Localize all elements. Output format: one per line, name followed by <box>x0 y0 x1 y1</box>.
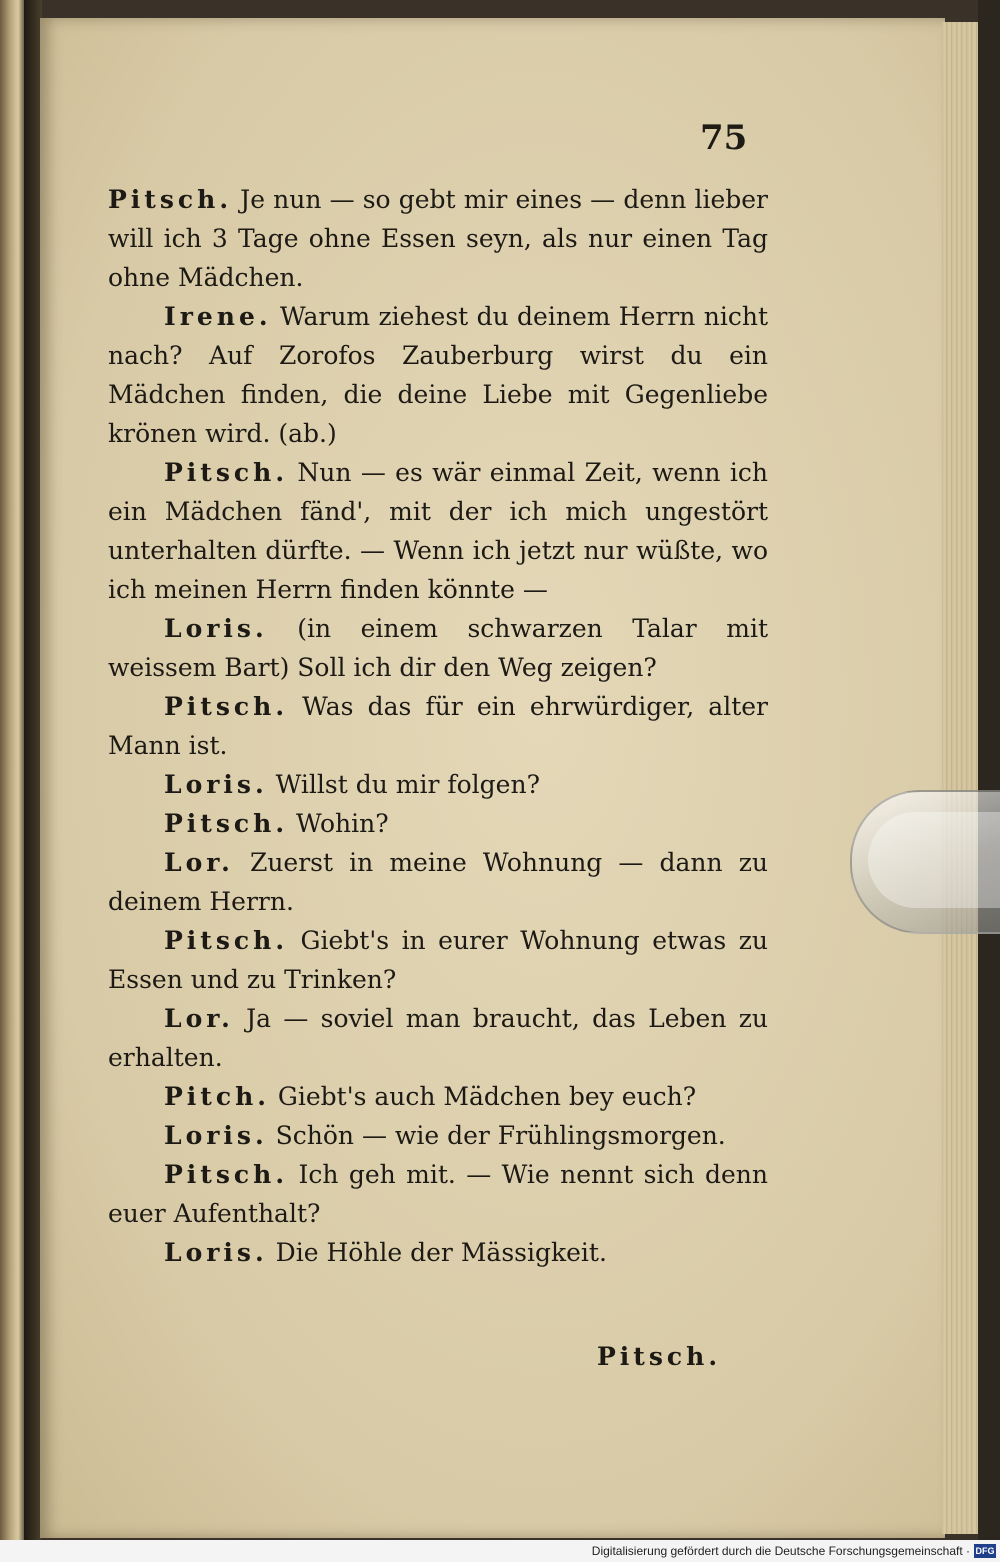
paragraph <box>108 1116 768 1155</box>
paragraph-text: Die Höhle der Mässigkeit. <box>275 1238 607 1267</box>
catchword: Pitsch. <box>597 1342 722 1371</box>
speaker-name: Lor. <box>164 848 234 877</box>
paragraph <box>108 687 768 765</box>
paragraph-text: Schön — wie der Frühlingsmorgen. <box>275 1121 726 1150</box>
paragraph-text: Wohin? <box>295 809 389 838</box>
speaker-name: Loris. <box>164 614 268 643</box>
speaker-name: Loris. <box>164 1238 268 1267</box>
paragraph-text: Giebt's in eurer Wohnung etwas zu Essen und zu Trinken? <box>108 926 768 994</box>
glass-clip-highlight <box>868 812 1000 908</box>
page-number: 75 <box>700 118 748 158</box>
speaker-name: Irene. <box>164 302 272 331</box>
previous-page-edge <box>0 0 26 1540</box>
speaker-name: Loris. <box>164 770 268 799</box>
dfg-logo: DFG <box>975 1546 995 1556</box>
paragraph <box>108 804 768 843</box>
paragraph <box>108 297 768 453</box>
paragraph-text: Giebt's auch Mädchen bey euch? <box>277 1082 697 1111</box>
speaker-name: Pitsch. <box>164 809 289 838</box>
paragraph-text: Zuerst in meine Wohnung — dann zu deinem Herrn. <box>108 848 768 916</box>
paragraph-text: Je nun — so gebt mir eines — denn lieber will ich 3 Tage ohne Essen seyn, als nur einen Tag ohne Mädchen. <box>108 185 768 292</box>
paragraph <box>108 921 768 999</box>
paragraph-text: Willst du mir folgen? <box>275 770 540 799</box>
paragraph <box>108 180 768 297</box>
paragraph <box>108 765 768 804</box>
speaker-name: Pitsch. <box>164 458 289 487</box>
speaker-name: Lor. <box>164 1004 234 1033</box>
page-stack-edge <box>942 22 978 1534</box>
text-body <box>108 180 768 1272</box>
speaker-name: Pitsch. <box>164 926 289 955</box>
paragraph-text: Nun — es wär einmal Zeit, wenn ich ein Mädchen fänd', mit der ich mich ungestört unterhalten dürfte. — Wenn ich jetzt nur wüßte, wo ich meinen Herrn finden könnte — <box>108 458 768 604</box>
paragraph <box>108 609 768 687</box>
paragraph <box>108 843 768 921</box>
speaker-name: Pitsch. <box>164 1160 289 1189</box>
paragraph <box>108 1233 768 1272</box>
paragraph <box>108 1155 768 1233</box>
paragraph-text: Was das für ein ehrwürdiger, alter Mann ist. <box>108 692 768 760</box>
speaker-name: Pitsch. <box>164 692 289 721</box>
paragraph <box>108 1077 768 1116</box>
speaker-name: Pitsch. <box>108 185 233 214</box>
paragraph-text: Ja — soviel man braucht, das Leben zu erhalten. <box>108 1004 768 1072</box>
footer-credit: Digitalisierung gefördert durch die Deutsche Forschungsgemeinschaft · <box>591 1544 970 1558</box>
paragraph <box>108 999 768 1077</box>
scanner-background <box>978 0 1000 1562</box>
paragraph <box>108 453 768 609</box>
paragraph-text: (in einem schwarzen Talar mit weissem Bart) Soll ich dir den Weg zeigen? <box>108 614 768 682</box>
speaker-name: Loris. <box>164 1121 268 1150</box>
paragraph-text: Ich geh mit. — Wie nennt sich denn euer Aufenthalt? <box>108 1160 768 1228</box>
speaker-name: Pitch. <box>164 1082 270 1111</box>
paragraph-text: Warum ziehest du deinem Herrn nicht nach? Auf Zorofos Zauberburg wirst du ein Mädchen finden, die deine Liebe mit Gegenliebe krönen wird. (ab.) <box>108 302 769 448</box>
